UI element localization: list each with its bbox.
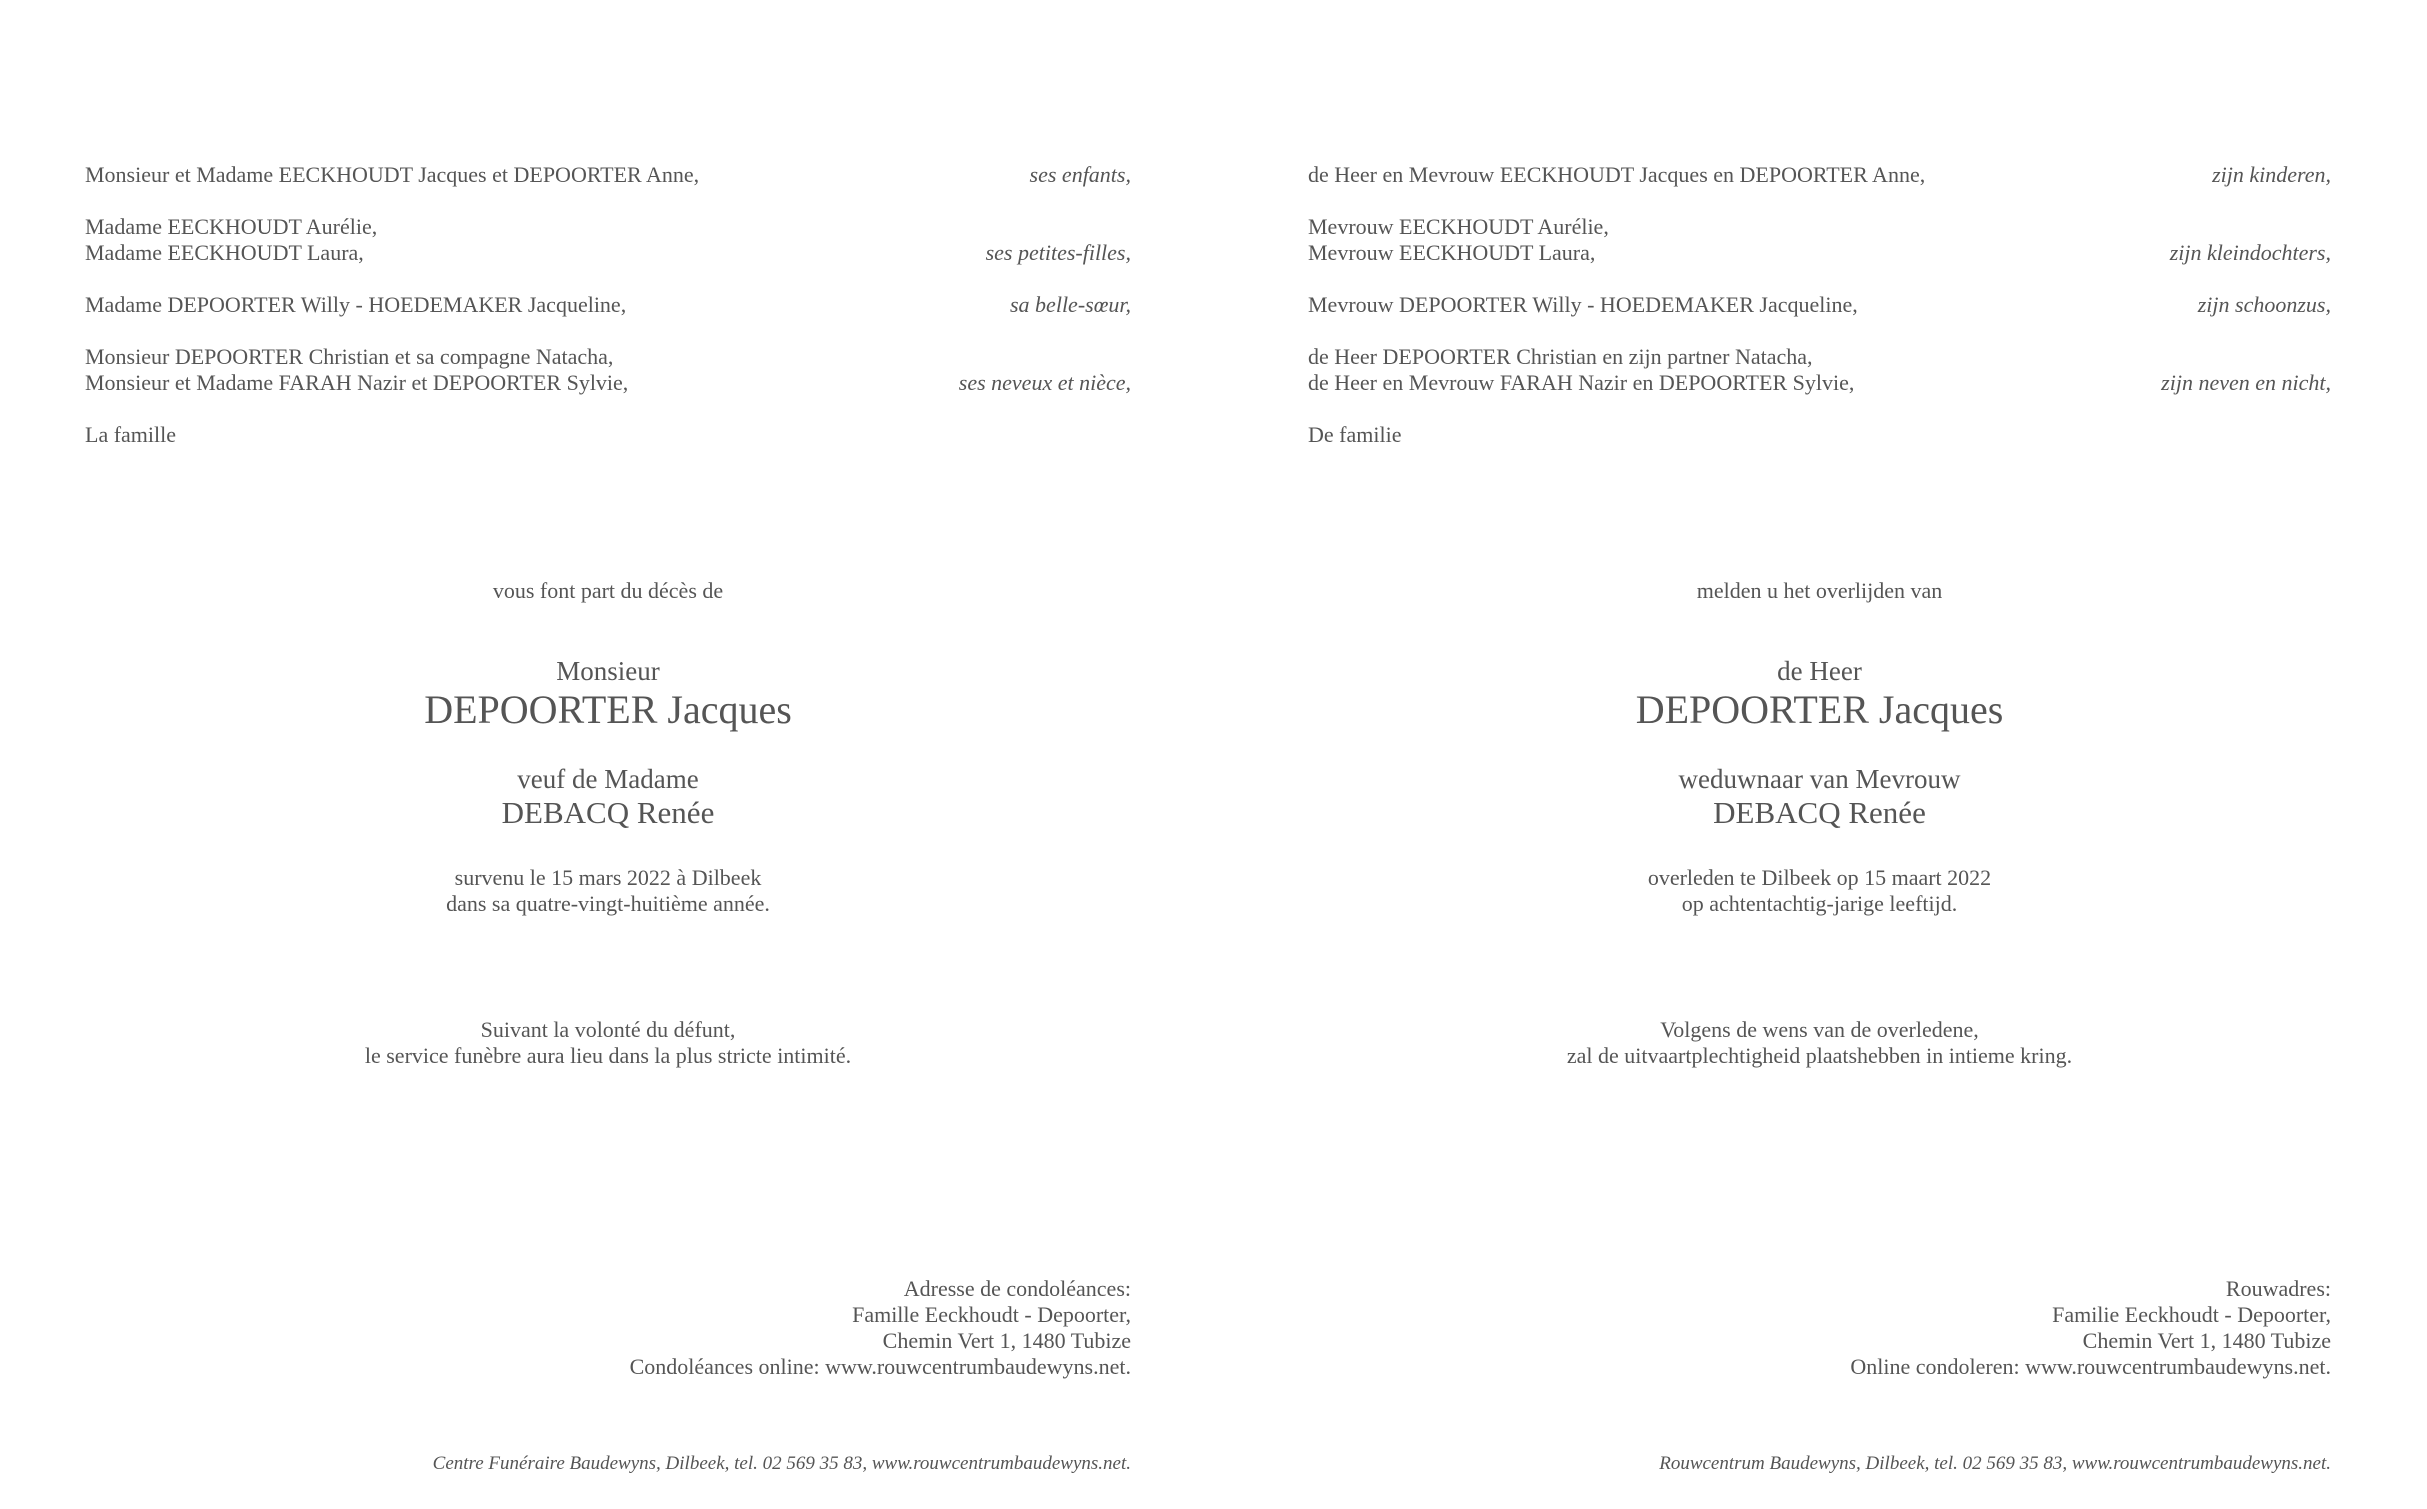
address-line: Condoléances online: www.rouwcentrumbaudewyns.net. — [629, 1354, 1131, 1379]
service-info — [85, 1017, 1131, 1069]
condolence-address — [630, 1276, 1131, 1380]
family-list — [1308, 162, 2331, 474]
family-group — [1308, 292, 2331, 318]
address-line: Familie Eeckhoudt - Depoorter, — [2052, 1302, 2331, 1327]
family-group — [85, 162, 1131, 188]
family-names — [85, 162, 1131, 188]
service-info-line: Volgens de wens van de overledene, — [1660, 1017, 1979, 1042]
family-group — [1308, 344, 2331, 396]
family-names — [85, 214, 1131, 266]
family-relation: ses petites-filles, — [985, 240, 1131, 265]
family-relation: zijn schoonzus, — [2197, 292, 2331, 317]
family-relation: zijn kleindochters, — [2169, 240, 2331, 265]
deceased-title: Monsieur — [556, 656, 660, 686]
deceased-title: de Heer — [1777, 656, 1862, 686]
family-group — [1308, 214, 2331, 266]
spouse-name: DEBACQ Renée — [1713, 795, 1926, 830]
family-group — [85, 422, 1131, 448]
family-names — [85, 292, 1131, 318]
deceased-name: DEPOORTER Jacques — [1635, 687, 2004, 732]
address-line: Chemin Vert 1, 1480 Tubize — [882, 1328, 1131, 1353]
intro-text: melden u het overlijden van — [1696, 578, 1943, 603]
family-relation: zijn kinderen, — [2212, 162, 2331, 187]
family-names — [1308, 162, 2331, 188]
family-member-name: de Heer DEPOORTER Christian en zijn partner Natacha, — [1308, 344, 1813, 369]
family-member-name: Monsieur et Madame EECKHOUDT Jacques et DEPOORTER Anne, — [85, 162, 700, 187]
service-info-line: le service funèbre aura lieu dans la plus stricte intimité. — [364, 1043, 852, 1068]
service-info-line: zal de uitvaartplechtigheid plaatshebben in intieme kring. — [1566, 1043, 2073, 1068]
funeral-home-footer: Centre Funéraire Baudewyns, Dilbeek, tel. 02 569 35 83, www.rouwcentrumbaudewyns.net. — [432, 1453, 1131, 1474]
family-relation: zijn neven en nicht, — [2161, 370, 2331, 395]
spouse-title: veuf de Madame — [517, 764, 699, 794]
family-member-name: Mevrouw EECKHOUDT Laura, — [1308, 240, 1596, 265]
french-panel — [85, 0, 1131, 1509]
spouse-name: DEBACQ Renée — [501, 795, 715, 830]
death-info-line: dans sa quatre-vingt-huitième année. — [446, 891, 770, 916]
family-member-name: La famille — [85, 422, 177, 447]
family-group — [85, 292, 1131, 318]
spouse-title: weduwnaar van Mevrouw — [1678, 764, 1961, 794]
family-relation: ses enfants, — [1029, 162, 1131, 187]
address-heading: Rouwadres: — [2225, 1276, 2331, 1301]
intro-text: vous font part du décès de — [492, 578, 724, 603]
death-info — [1308, 865, 2331, 917]
address-line: Famille Eeckhoudt - Depoorter, — [852, 1302, 1131, 1327]
family-group — [85, 344, 1131, 396]
family-group — [85, 214, 1131, 266]
family-relation: ses neveux et nièce, — [958, 370, 1131, 395]
family-member-name: Madame EECKHOUDT Laura, — [85, 240, 364, 265]
condolence-address — [1850, 1276, 2331, 1380]
deceased-name: DEPOORTER Jacques — [424, 687, 792, 732]
service-info — [1308, 1017, 2331, 1069]
family-member-name: Monsieur DEPOORTER Christian et sa compagne Natacha, — [85, 344, 614, 369]
family-names — [85, 422, 1131, 448]
service-info-line: Suivant la volonté du défunt, — [480, 1017, 736, 1042]
address-line: Online condoleren: www.rouwcentrumbaudewyns.net. — [1850, 1354, 2331, 1379]
family-member-name: de Heer en Mevrouw FARAH Nazir en DEPOORTER Sylvie, — [1308, 370, 1855, 395]
family-member-name: Madame EECKHOUDT Aurélie, — [85, 214, 378, 239]
family-member-name: de Heer en Mevrouw EECKHOUDT Jacques en DEPOORTER Anne, — [1308, 162, 1926, 187]
family-names — [1308, 292, 2331, 318]
family-member-name: Mevrouw EECKHOUDT Aurélie, — [1308, 214, 1609, 239]
funeral-home-footer: Rouwcentrum Baudewyns, Dilbeek, tel. 02 569 35 83, www.rouwcentrumbaudewyns.net. — [1659, 1453, 2331, 1474]
family-relation: sa belle-sœur, — [1010, 292, 1131, 317]
family-list — [85, 162, 1131, 474]
family-member-name: De familie — [1308, 422, 1402, 447]
family-group — [1308, 422, 2331, 448]
family-member-name: Madame DEPOORTER Willy - HOEDEMAKER Jacqueline, — [85, 292, 627, 317]
death-info — [85, 865, 1131, 917]
address-line: Chemin Vert 1, 1480 Tubize — [2082, 1328, 2331, 1353]
death-info-line: overleden te Dilbeek op 15 maart 2022 — [1647, 865, 1992, 890]
death-info-line: op achtentachtig-jarige leeftijd. — [1681, 891, 1958, 916]
family-member-name: Mevrouw DEPOORTER Willy - HOEDEMAKER Jacqueline, — [1308, 292, 1858, 317]
address-heading: Adresse de condoléances: — [903, 1276, 1131, 1301]
family-group — [1308, 162, 2331, 188]
dutch-panel — [1308, 0, 2331, 1509]
death-info-line: survenu le 15 mars 2022 à Dilbeek — [454, 865, 762, 890]
family-names — [1308, 422, 2331, 448]
family-member-name: Monsieur et Madame FARAH Nazir et DEPOORTER Sylvie, — [85, 370, 629, 395]
